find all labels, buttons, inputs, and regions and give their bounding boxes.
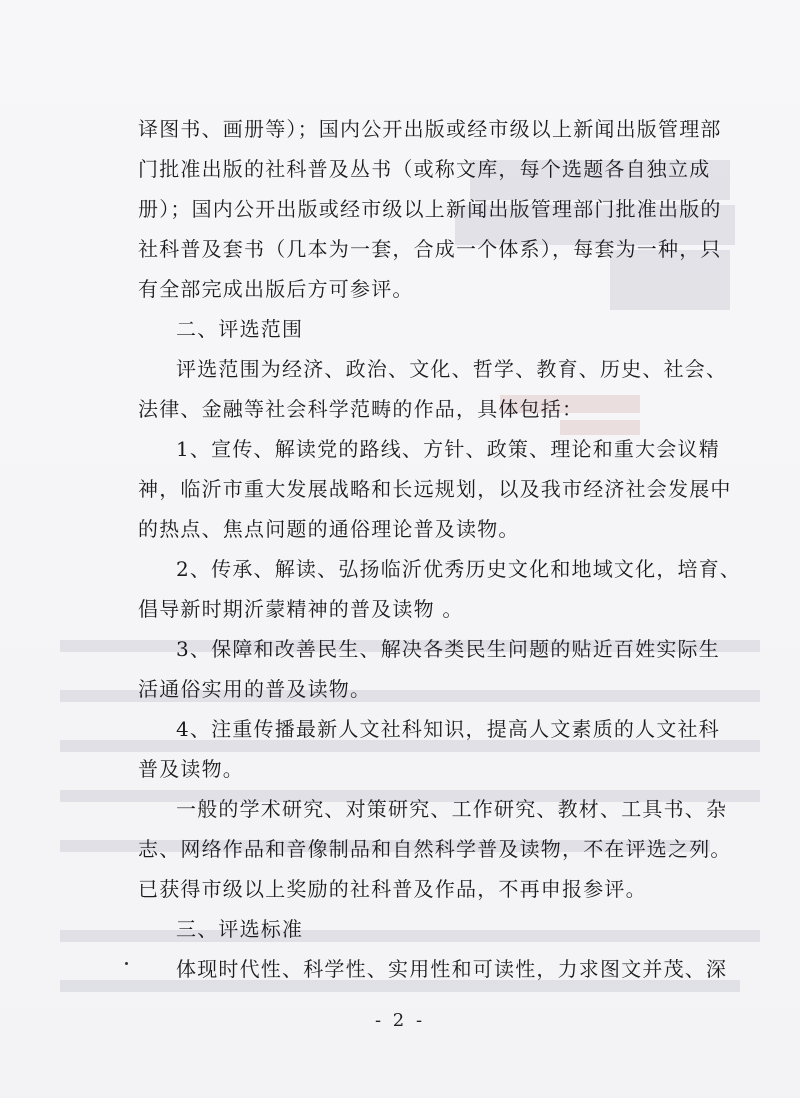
list-item-3: 3、保障和改善民生、解决各类民生问题的贴近百姓实际生 <box>176 637 720 661</box>
text-line-20: 已获得市级以上奖励的社科普及作品，不再申报参评。 <box>138 877 647 901</box>
text-line-19: 志、网络作品和音像制品和自然科学普及读物，不在评选之列。 <box>138 837 732 861</box>
text-line-1: 译图书、画册等）；国内公开出版或经市级以上新闻出版管理部 <box>138 117 722 141</box>
text-line-7: 评选范围为经济、政治、文化、哲学、教育、历史、社会、 <box>176 357 728 381</box>
text-line-18: 一般的学术研究、对策研究、工作研究、教材、工具书、杂 <box>176 797 728 821</box>
section-heading-scope: 二、评选范围 <box>176 317 304 341</box>
list-item-4: 4、注重传播最新人文社科知识，提高人文素质的人文社科 <box>176 717 720 741</box>
text-line-13: 倡导新时期沂蒙精神的普及读物 。 <box>138 597 464 621</box>
text-line-2: 门批准出版的社科普及丛书（或称文库，每个选题各自独立成 <box>138 157 711 181</box>
list-item-1: 1、宣传、解读党的路线、方针、政策、理论和重大会议精 <box>176 437 720 461</box>
text-line-10: 神，临沂市重大发展战略和长远规划，以及我市经济社会发展中 <box>138 477 732 501</box>
list-item-2: 2、传承、解读、弘扬临沂优秀历史文化和地域文化，培育、 <box>176 557 742 581</box>
text-line-15: 活通俗实用的普及读物。 <box>138 677 372 701</box>
text-line-11: 的热点、焦点问题的通俗理论普及读物。 <box>138 517 520 541</box>
text-line-17: 普及读物。 <box>138 757 244 781</box>
scan-speck <box>125 962 128 965</box>
text-line-5: 有全部完成出版后方可参评。 <box>138 277 414 301</box>
section-heading-criteria: 三、评选标准 <box>176 917 304 941</box>
text-line-22: 体现时代性、科学性、实用性和可读性，力求图文并茂、深 <box>176 957 728 981</box>
text-line-8: 法律、金融等社会科学范畴的作品，具体包括： <box>138 397 584 421</box>
text-line-4: 社科普及套书（几本为一套，合成一个体系），每套为一种，只 <box>138 237 722 261</box>
page-number: - 2 - <box>374 1010 426 1031</box>
text-line-3: 册）；国内公开出版或经市级以上新闻出版管理部门批准出版的 <box>138 197 722 221</box>
